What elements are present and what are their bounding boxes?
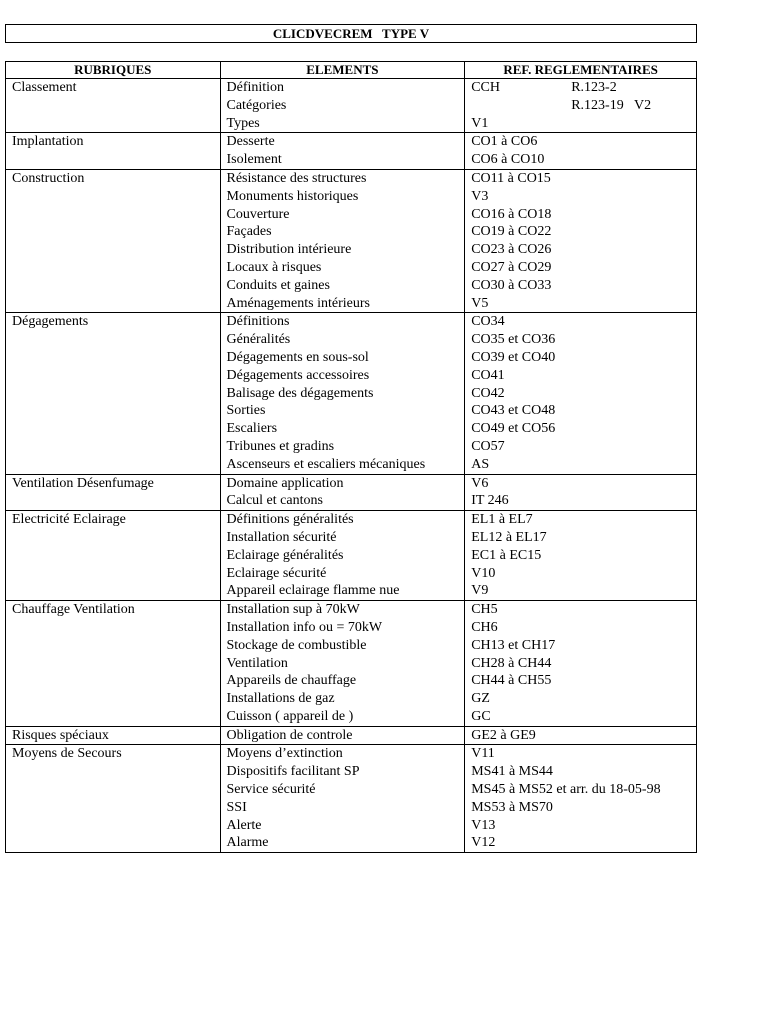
rubrique-label: Dégagements [12, 314, 89, 330]
ref-value: CO6 à CO10 [471, 152, 545, 168]
ref-value: CO42 [471, 385, 505, 401]
element-label: Escaliers [226, 421, 278, 437]
ref-value: CO23 à CO26 [471, 242, 552, 258]
elements-cell [220, 745, 465, 853]
ref-line [471, 727, 690, 745]
ref-line [471, 601, 690, 619]
table-body [6, 79, 697, 853]
element-label: Obligation de controle [226, 727, 353, 743]
table-row [6, 313, 697, 474]
ref-line [471, 565, 690, 583]
table-row [6, 745, 697, 853]
rubrique-label: Electricité Eclairage [12, 512, 126, 528]
ref-cell [465, 726, 697, 745]
ref-line [471, 79, 690, 97]
element-label: Conduits et gaines [226, 277, 330, 293]
ref-line [471, 763, 690, 781]
ref-line [471, 115, 690, 133]
element-label: Cuisson ( appareil de ) [226, 708, 354, 724]
ref-value: CO1 à CO6 [471, 134, 538, 150]
element-label: Définitions généralités [226, 512, 354, 528]
ref-value: CO27 à CO29 [471, 259, 552, 275]
elements-cell [220, 313, 465, 474]
element-label: Balisage des dégagements [226, 385, 374, 401]
ref-extra-value: R.123-2 [571, 80, 617, 95]
rubrique-label: Construction [12, 170, 85, 186]
ref-line [471, 367, 690, 385]
element-label: Installation sup à 70kW [226, 602, 360, 618]
rubrique-cell [6, 601, 221, 727]
element-label: Appareils de chauffage [226, 673, 357, 689]
element-label: Domaine application [226, 475, 344, 491]
ref-line [471, 349, 690, 367]
rubrique-cell [6, 169, 221, 312]
element-label: Moyens d’extinction [226, 746, 343, 762]
ref-line [471, 241, 690, 259]
ref-line [471, 331, 690, 349]
element-label: Façades [226, 224, 272, 240]
header-elements: ELEMENTS [220, 62, 465, 79]
ref-value: CO34 [471, 314, 505, 330]
table-row [6, 169, 697, 312]
ref-value: EL12 à EL17 [471, 529, 547, 545]
ref-value: CO30 à CO33 [471, 277, 552, 293]
ref-value: CO41 [471, 367, 505, 383]
ref-line [471, 799, 690, 817]
rubrique-label: Moyens de Secours [12, 746, 122, 762]
ref-cell [465, 474, 697, 511]
element-label: Résistance des structures [226, 170, 367, 186]
rubrique-label: Classement [12, 80, 77, 95]
ref-value: CH5 [471, 602, 498, 618]
ref-line [471, 817, 690, 835]
ref-value: AS [471, 456, 490, 472]
element-label: SSI [226, 799, 247, 815]
element-label: Isolement [226, 152, 282, 168]
ref-value: CO43 et CO48 [471, 403, 556, 419]
regulations-table [5, 61, 697, 853]
ref-line [471, 708, 690, 726]
element-label: Desserte [226, 134, 275, 150]
ref-line [471, 385, 690, 403]
table-row [6, 601, 697, 727]
ref-line [471, 438, 690, 456]
elements-cell [220, 726, 465, 745]
ref-value: MS41 à MS44 [471, 764, 553, 780]
elements-cell [220, 601, 465, 727]
elements-cell [220, 511, 465, 601]
element-label: Tribunes et gradins [226, 438, 335, 454]
element-label: Alerte [226, 817, 262, 833]
ref-value: EC1 à EC15 [471, 547, 542, 563]
element-label: Dégagements en sous-sol [226, 349, 369, 365]
ref-value: V3 [471, 188, 489, 204]
ref-line [471, 834, 690, 852]
ref-line [471, 151, 690, 169]
ref-value: CO35 et CO36 [471, 332, 556, 348]
table-row [6, 133, 697, 170]
ref-value: CH28 à CH44 [471, 655, 552, 671]
rubrique-cell [6, 474, 221, 511]
rubrique-label: Chauffage Ventilation [12, 602, 135, 618]
ref-line [471, 206, 690, 224]
element-label: Dispositifs facilitant SP [226, 764, 360, 780]
ref-line [471, 420, 690, 438]
element-label: Installation info ou = 70kW [226, 619, 383, 635]
ref-line [471, 781, 690, 799]
table-row [6, 511, 697, 601]
ref-value: V9 [471, 583, 489, 599]
ref-value: CCH [471, 80, 501, 95]
ref-cell [465, 79, 697, 133]
ref-line [471, 170, 690, 188]
ref-cell [465, 313, 697, 474]
ref-extra-value: R.123-19 V2 [571, 97, 652, 113]
ref-value: CH44 à CH55 [471, 673, 552, 689]
table-header-row [6, 62, 697, 79]
element-label: Couverture [226, 206, 290, 222]
element-label: Généralités [226, 332, 291, 348]
element-label: Eclairage sécurité [226, 565, 327, 581]
element-label: Stockage de combustible [226, 637, 367, 653]
element-label: Dégagements accessoires [226, 367, 370, 383]
elements-cell [220, 169, 465, 312]
ref-line [471, 529, 690, 547]
document-title: CLICDVECREM TYPE V [5, 24, 697, 43]
ref-value: V11 [471, 746, 495, 762]
element-label: Définitions [226, 314, 290, 330]
ref-value: GC [471, 708, 491, 724]
element-label: Eclairage généralités [226, 547, 344, 563]
element-label: Types [226, 115, 260, 131]
ref-value: CH6 [471, 619, 498, 635]
table-row [6, 79, 697, 133]
rubrique-label: Risques spéciaux [12, 727, 109, 743]
element-label: Aménagements intérieurs [226, 295, 370, 311]
element-label: Sorties [226, 403, 266, 419]
header-ref: REF. REGLEMENTAIRES [465, 62, 697, 79]
ref-value: CO16 à CO18 [471, 206, 552, 222]
ref-cell [465, 601, 697, 727]
rubrique-cell [6, 745, 221, 853]
ref-line [471, 277, 690, 295]
ref-line [471, 745, 690, 763]
ref-cell [465, 511, 697, 601]
ref-value: V5 [471, 295, 489, 311]
ref-line [471, 295, 690, 313]
ref-value: CO49 et CO56 [471, 421, 556, 437]
ref-value: MS45 à MS52 et arr. du 18-05-98 [471, 782, 661, 798]
element-label: Alarme [226, 835, 269, 851]
element-label: Appareil eclairage flamme nue [226, 583, 400, 599]
ref-value: CH13 et CH17 [471, 637, 556, 653]
ref-value: V1 [471, 115, 489, 131]
ref-value: GZ [471, 691, 490, 707]
ref-line [471, 259, 690, 277]
ref-value: CO19 à CO22 [471, 224, 552, 240]
elements-cell [220, 79, 465, 133]
element-label: Locaux à risques [226, 259, 322, 275]
ref-value [471, 97, 571, 115]
ref-value: CO11 à CO15 [471, 170, 551, 186]
rubrique-cell [6, 511, 221, 601]
ref-line [471, 313, 690, 331]
ref-value: CO57 [471, 438, 505, 454]
header-rubriques: RUBRIQUES [6, 62, 221, 79]
ref-value: EL1 à EL7 [471, 512, 533, 528]
ref-line [471, 97, 690, 115]
ref-line [471, 456, 690, 474]
rubrique-cell [6, 726, 221, 745]
ref-line [471, 402, 690, 420]
element-label: Définition [226, 80, 285, 95]
ref-line [471, 582, 690, 600]
element-label: Distribution intérieure [226, 242, 352, 258]
ref-line [471, 672, 690, 690]
ref-line [471, 223, 690, 241]
table-row [6, 474, 697, 511]
ref-value: MS53 à MS70 [471, 799, 553, 815]
ref-value: IT 246 [471, 493, 509, 509]
ref-value: V12 [471, 835, 496, 851]
element-label: Catégories [226, 97, 287, 113]
ref-cell [465, 169, 697, 312]
element-label: Installation sécurité [226, 529, 337, 545]
ref-line [471, 188, 690, 206]
element-label: Installations de gaz [226, 691, 335, 707]
element-label: Ventilation [226, 655, 288, 671]
table-row [6, 726, 697, 745]
ref-line [471, 690, 690, 708]
ref-value: V6 [471, 475, 489, 491]
ref-line [471, 475, 690, 493]
ref-value: GE2 à GE9 [471, 727, 536, 743]
ref-cell [465, 745, 697, 853]
rubrique-cell [6, 79, 221, 133]
element-label: Monuments historiques [226, 188, 359, 204]
rubrique-label: Ventilation Désenfumage [12, 475, 154, 491]
rubrique-cell [6, 313, 221, 474]
ref-cell [465, 133, 697, 170]
ref-line [471, 133, 690, 151]
ref-value: V13 [471, 817, 496, 833]
element-label: Calcul et cantons [226, 493, 323, 509]
ref-line [471, 637, 690, 655]
rubrique-cell [6, 133, 221, 170]
element-label: Service sécurité [226, 782, 316, 798]
rubrique-label: Implantation [12, 134, 84, 150]
ref-line [471, 511, 690, 529]
ref-line [471, 492, 690, 510]
elements-cell [220, 133, 465, 170]
elements-cell [220, 474, 465, 511]
ref-line [471, 547, 690, 565]
ref-value: V10 [471, 565, 496, 581]
ref-line [471, 655, 690, 673]
element-label: Ascenseurs et escaliers mécaniques [226, 456, 426, 472]
ref-line [471, 619, 690, 637]
ref-value: CO39 et CO40 [471, 349, 556, 365]
